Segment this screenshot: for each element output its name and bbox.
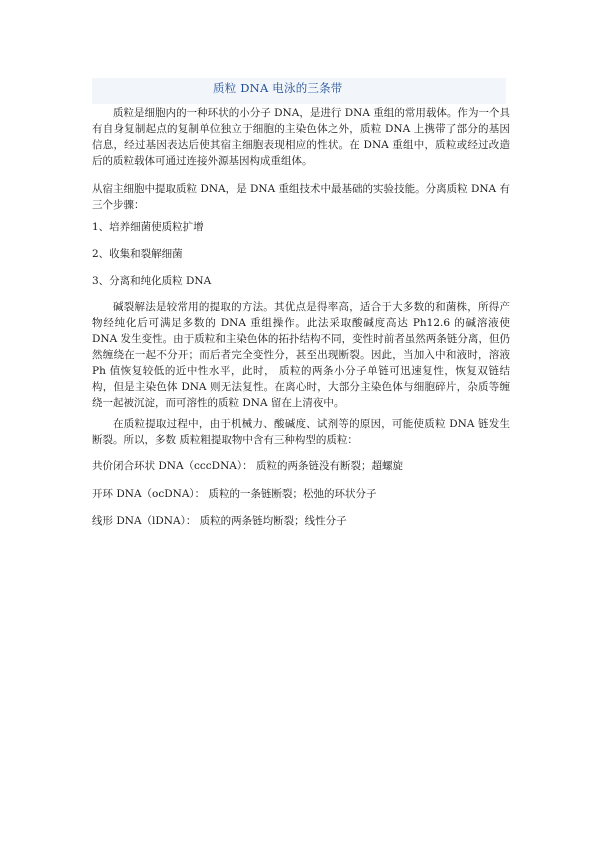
step-item-3: 3、分离和纯化质粒 DNA	[92, 275, 212, 287]
step-item-1: 1、培养细菌使质粒扩增	[92, 221, 204, 233]
form-item-ocdna: 开环 DNA（ocDNA）： 质粒的一条链断裂；松弛的环状分子	[92, 488, 377, 500]
form-item-cccdna: 共价闭合环状 DNA（cccDNA）： 质粒的两条链没有断裂；超螺旋	[92, 460, 403, 472]
document-title: 质粒 DNA 电泳的三条带	[213, 81, 343, 95]
paragraph-extraction-steps-intro: 从宿主细胞中提取质粒 DNA，是 DNA 重组技术中最基础的实验技能。分离质粒 DNA 有三个步骤：	[92, 183, 510, 211]
paragraph-alkaline-lysis: 碱裂解法是较常用的提取的方法。其优点是得率高，适合于大多数的和菌株，所得产物经纯化后可满足多数的 DNA 重组操作。此法采取酸碱度高达 Ph12.6 的碱溶液使 DNA 发生变性。由于质粒和主染色体的拓扑结构不同，变性时前者虽然两条链分离，但仍然缠绕在一起不分开；而后者完全变性分，甚至出现断裂。因此，当加入中和液时，溶液 Ph 值恢复较低的近中性水平，此时， 质粒的两条小分子单链可迅速复性，恢复双链结构，但是主染色体 DNA 则无法复性。在离心时，大部分主染色体与细胞碎片，杂质等缠绕一起被沉淀，而可溶性的质粒 DNA 留在上清夜中。	[92, 301, 510, 409]
paragraph-plasmid-intro: 质粒是细胞内的一种环状的小分子 DNA，是进行 DNA 重组的常用载体。作为一个具有自身复制起点的复制单位独立于细胞的主染色体之外，质粒 DNA 上携带了部分的基因信息，经过基因表达后使其宿主细胞表现相应的性状。在 DNA 重组中，质粒或经过改造后的质粒载体可通过连接外源基因构成重组体。	[92, 107, 510, 167]
step-item-2: 2、收集和裂解细菌	[92, 248, 183, 260]
form-item-ldna: 线形 DNA（lDNA）： 质粒的两条链均断裂；线性分子	[92, 515, 347, 527]
paragraph-plasmid-forms-intro: 在质粒提取过程中，由于机械力、酸碱度、试剂等的原因，可能使质粒 DNA 链发生断裂。所以，多数 质粒粗提取物中含有三种构型的质粒：	[92, 418, 510, 446]
